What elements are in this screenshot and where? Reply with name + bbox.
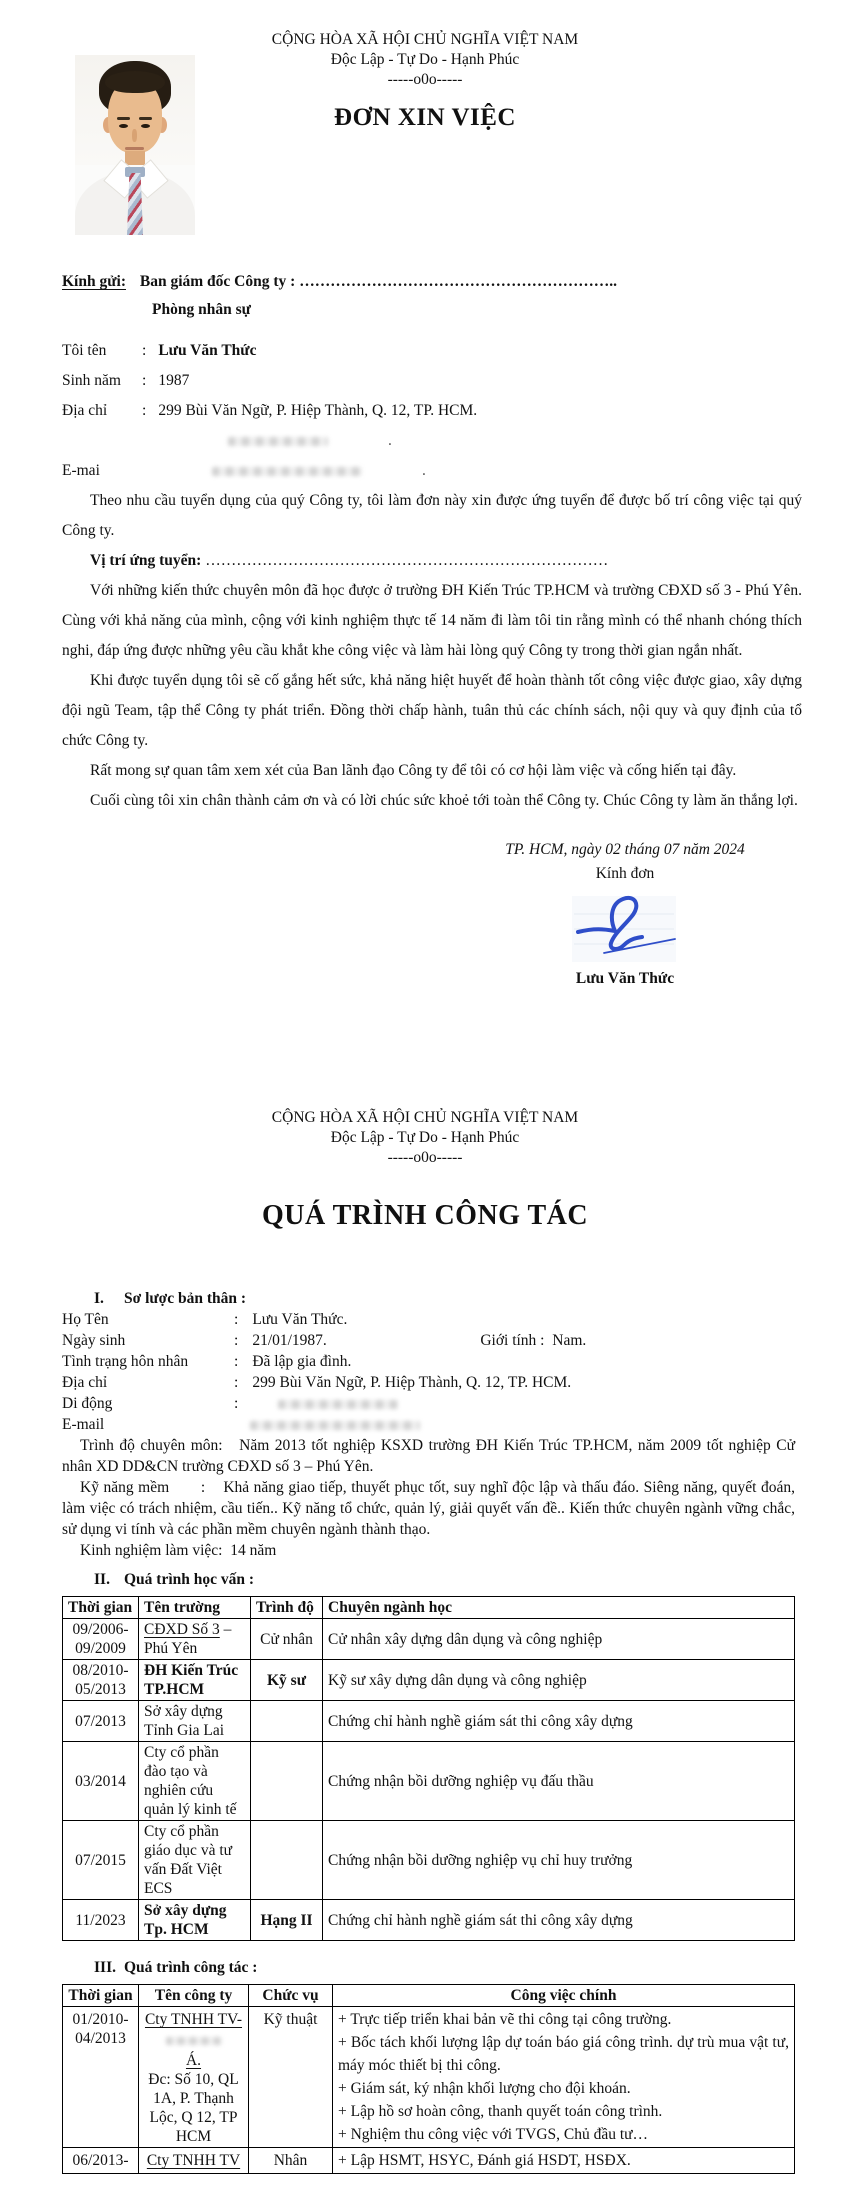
- task-item: + Trực tiếp triển khai bản vẽ thi công tại công trường.: [338, 2011, 672, 2028]
- header-divider: -----o0o-----: [387, 1149, 463, 1166]
- national-motto: Độc Lập - Tự Do - Hạnh Phúc: [330, 1129, 520, 1146]
- photo-tie: [127, 173, 143, 235]
- signature-respect: Kính đơn: [595, 865, 655, 882]
- email-row: [62, 1414, 795, 1435]
- marital-row: Tình trạng hôn nhân : Đã lập gia đình.: [62, 1353, 352, 1370]
- salutation-label: Kính gửi:: [62, 273, 126, 290]
- mobile-row: Di động :: [62, 1393, 795, 1414]
- task-item: + Nghiệm thu công việc với TVGS, Chủ đầu tư…: [338, 2126, 649, 2143]
- email-label: E-mai: [62, 462, 100, 479]
- position-line: [62, 546, 802, 576]
- col-header-role: Chức vụ: [249, 1985, 333, 2007]
- address-row: Địa chỉ : 299 Bùi Văn Ngữ, P. Hiệp Thành, Q. 12, TP. HCM.: [62, 396, 802, 426]
- col-header-major: Chuyên ngành học: [323, 1597, 795, 1619]
- body-paragraph: Rất mong sự quan tâm xem xét của Ban lãnh đạo Công ty để tôi có cơ hội làm việc và cống hiến tại đây.: [90, 762, 737, 779]
- fullname-row: Họ Tên : Lưu Văn Thức.: [62, 1311, 348, 1328]
- company-name: Cty TNHH TV: [146, 2152, 241, 2169]
- address-row: Địa chỉ : 299 Bùi Văn Ngữ, P. Hiệp Thành, Q. 12, TP. HCM.: [62, 1374, 572, 1391]
- birthyear-label: Sinh năm: [62, 372, 121, 389]
- gender-label: Giới tính :: [480, 1332, 545, 1349]
- letter-title: ĐƠN XIN VIỆC: [334, 104, 516, 131]
- address-label: Địa chỉ: [62, 402, 108, 419]
- fullname-label: Họ Tên: [62, 1311, 109, 1328]
- signature-date: TP. HCM, ngày 02 tháng 07 năm 2024: [505, 841, 745, 858]
- col-header-tasks: Công việc chính: [333, 1985, 795, 2007]
- fullname-row: Tôi tên : Lưu Văn Thức: [62, 336, 802, 366]
- col-header-company: Tên công ty: [139, 1985, 249, 2007]
- redacted-company-part: [166, 2037, 222, 2045]
- body-paragraph: Cuối cùng tôi xin chân thành cảm ơn và có lời chúc sức khoẻ tới toàn thể Công ty. Chúc Công ty làm ăn thắng lợi.: [90, 792, 798, 809]
- fullname-value: Lưu Văn Thức.: [252, 1311, 348, 1328]
- table-row: 11/2023 Sở xây dựng Tp. HCM Hạng II Chứng chỉ hành nghề giám sát thi công xây dựng: [63, 1900, 795, 1941]
- applicant-photo: [75, 55, 195, 235]
- address-value: 299 Bùi Văn Ngữ, P. Hiệp Thành, Q. 12, TP. HCM.: [252, 1374, 572, 1391]
- job-role: Kỹ thuật: [249, 2007, 333, 2148]
- redacted-phone-value: [228, 437, 328, 446]
- table-row: 07/2015 Cty cổ phần giáo dục và tư vấn Đất Việt ECS Chứng nhận bồi dưỡng nghiệp vụ chỉ huy trưởng: [63, 1821, 795, 1900]
- fullname-value: Lưu Văn Thức: [158, 342, 257, 359]
- redacted-phone-row: .: [62, 426, 802, 456]
- email-row: E-mai .: [62, 456, 802, 486]
- dob-value: 21/01/1987.: [252, 1332, 327, 1349]
- table-header-row: [63, 1985, 795, 2007]
- softskills-paragraph: Kỹ năng mềm : Khả năng giao tiếp, thuyết phục tốt, suy nghĩ độc lập và thấu đáo. Siêng năng, quyết đoán, làm việc có trách nhiệm, cầu tiến.. Kỹ năng tổ chức, quản lý, giải quyết vấn đề.. Kiến thức chuyên ngành vững chắc, sử dụng vi tính và các phần mềm chuyên ngành thành thạo.: [62, 1479, 799, 1538]
- national-title: CỘNG HÒA XÃ HỘI CHỦ NGHĨA VIỆT NAM: [271, 1109, 579, 1126]
- col-header-time: Thời gian: [63, 1597, 139, 1619]
- table-row: 01/2010-04/2013 Cty TNHH TV- Á. Đc: Số 10, QL 1A, P. Thạnh Lộc, Q 12, TP HCM Kỹ thuật + Trực tiếp triển khai bản vẽ thi công tại công trường. + Bốc tách khối lượng lập dự toán báo giá công trình. dự trù mua vật tư, máy móc thiết bị thi công. + Giám sát, ký nhận khối lượng cho đội khoán. + Lập hồ sơ hoàn công, thanh quyết toán công trình. + Nghiệm thu công việc với TVGS, Chủ đầu tư…: [63, 2007, 795, 2148]
- table-header-row: [63, 1597, 795, 1619]
- birthyear-value: 1987: [158, 372, 190, 389]
- salutation: [62, 268, 802, 324]
- company-name-cont: Á.: [185, 2052, 202, 2069]
- position-label: Vị trí ứng tuyển:: [90, 552, 202, 569]
- section-heading-personal: I. Sơ lược bản thân :: [94, 1290, 247, 1307]
- signature-image: [570, 892, 680, 966]
- task-item: + Bốc tách khối lượng lập dự toán báo giá công trình. dự trù mua vật tư, máy móc thiết bị thi công.: [338, 2034, 789, 2074]
- task-item: + Giám sát, ký nhận khối lượng cho đội khoán.: [338, 2080, 631, 2097]
- work-history-page: [0, 1108, 850, 2174]
- education-table: [62, 1596, 795, 1941]
- page-title: QUÁ TRÌNH CÔNG TÁC: [261, 1200, 589, 1231]
- table-row: 07/2013 Sở xây dựng Tỉnh Gia Lai Chứng chỉ hành nghề giám sát thi công xây dựng: [63, 1701, 795, 1742]
- dob-label: Ngày sinh: [62, 1332, 126, 1349]
- work-table: [62, 1984, 795, 2174]
- section-heading-education: II. Quá trình học vấn :: [94, 1571, 255, 1588]
- marital-label: Tình trạng hôn nhân: [62, 1353, 189, 1370]
- salutation-recipient: Ban giám đốc Công ty : ……………………………………………………..: [139, 273, 617, 290]
- col-header-degree: Trình độ: [251, 1597, 323, 1619]
- qualification-paragraph: Trình độ chuyên môn: Năm 2013 tốt nghiệp KSXD trường ĐH Kiến Trúc TP.HCM, năm 2009 tốt nghiệp Cử nhân XD DD&CN trường CĐXD số 3 – Phú Yên.: [62, 1437, 799, 1475]
- task-item: + Lập HSMT, HSYC, Đánh giá HSDT, HSĐX.: [338, 2152, 631, 2169]
- address-label: Địa chỉ: [62, 1374, 108, 1391]
- photo-shirt: [75, 165, 195, 235]
- national-title: CỘNG HÒA XÃ HỘI CHỦ NGHĨA VIỆT NAM: [271, 31, 579, 48]
- signature-block: [490, 840, 760, 990]
- col-header-school: Tên trường: [139, 1597, 251, 1619]
- task-item: + Lập hồ sơ hoàn công, thanh quyết toán công trình.: [338, 2103, 663, 2120]
- job-role: Nhân: [249, 2148, 333, 2174]
- fullname-label: Tôi tên: [62, 342, 107, 359]
- redacted-email-value: [212, 467, 362, 476]
- experience-line: Kinh nghiệm làm việc: 14 năm: [80, 1542, 277, 1559]
- gender-value: Nam.: [552, 1332, 587, 1349]
- header-divider: -----o0o-----: [387, 71, 463, 88]
- intro-paragraph: Theo nhu cầu tuyển dụng của quý Công ty, tôi làm đơn này xin được ứng tuyển để được bố trí công việc tại quý Công ty.: [62, 492, 802, 539]
- table-row: 06/2013- Cty TNHH TV Nhân + Lập HSMT, HSYC, Đánh giá HSDT, HSĐX.: [63, 2148, 795, 2174]
- redacted-mobile-value: [278, 1400, 398, 1409]
- position-dotted-blank: ……………………………………………………………………: [205, 552, 609, 569]
- table-row: 09/2006-09/2009 CĐXD Số 3 – Phú Yên Cử nhân Cử nhân xây dựng dân dụng và công nghiệp: [63, 1619, 795, 1660]
- salutation-department: Phòng nhân sự: [152, 301, 251, 318]
- application-letter-page: [0, 0, 850, 990]
- redacted-email-value: [250, 1421, 420, 1430]
- body-paragraph: Với những kiến thức chuyên môn đã học được ở trường ĐH Kiến Trúc TP.HCM và trường CĐXD số 3 - Phú Yên. Cùng với khả năng của mình, cộng với kinh nghiệm thực tế 14 năm đi làm tôi tin rằng mình có thể nhanh chóng thích nghi, đáp ứng được những yêu cầu khắt khe công việc và làm hài lòng quý Công ty trong thời gian ngắn nhất.: [62, 582, 802, 659]
- birthyear-row: Sinh năm : 1987: [62, 366, 802, 396]
- email-label: E-mail: [62, 1416, 105, 1433]
- body-paragraph: Khi được tuyển dụng tôi sẽ cố gắng hết sức, khả năng hiệt huyết để hoàn thành tốt công việc được giao, xây dựng đội ngũ Team, tập thể Công ty phát triển. Đồng thời chấp hành, tuân thủ các chính sách, nội quy và quy định của tổ chức Công ty.: [62, 672, 802, 749]
- dob-row: Ngày sinh : 21/01/1987. Giới tính : Nam.: [62, 1332, 587, 1349]
- section-heading-work: III. Quá trình công tác :: [94, 1959, 258, 1976]
- company-address: Đc: Số 10, QL 1A, P. Thạnh Lộc, Q 12, TP HCM: [148, 2071, 239, 2145]
- table-row: 08/2010-05/2013 ĐH Kiến Trúc TP.HCM Kỹ sư Kỹ sư xây dựng dân dụng và công nghiệp: [63, 1660, 795, 1701]
- table-row: 03/2014 Cty cổ phần đào tạo và nghiên cứu quản lý kinh tế Chứng nhận bồi dưỡng nghiệp vụ đấu thầu: [63, 1742, 795, 1821]
- marital-value: Đã lập gia đình.: [252, 1353, 352, 1370]
- mobile-label: Di động: [62, 1395, 113, 1412]
- signature-name: Lưu Văn Thức: [575, 970, 675, 987]
- national-motto: Độc Lập - Tự Do - Hạnh Phúc: [330, 51, 520, 68]
- col-header-time: Thời gian: [63, 1985, 139, 2007]
- company-name: Cty TNHH TV-: [144, 2011, 243, 2028]
- national-header: [0, 1108, 850, 1168]
- address-value: 299 Bùi Văn Ngữ, P. Hiệp Thành, Q. 12, TP. HCM.: [158, 402, 478, 419]
